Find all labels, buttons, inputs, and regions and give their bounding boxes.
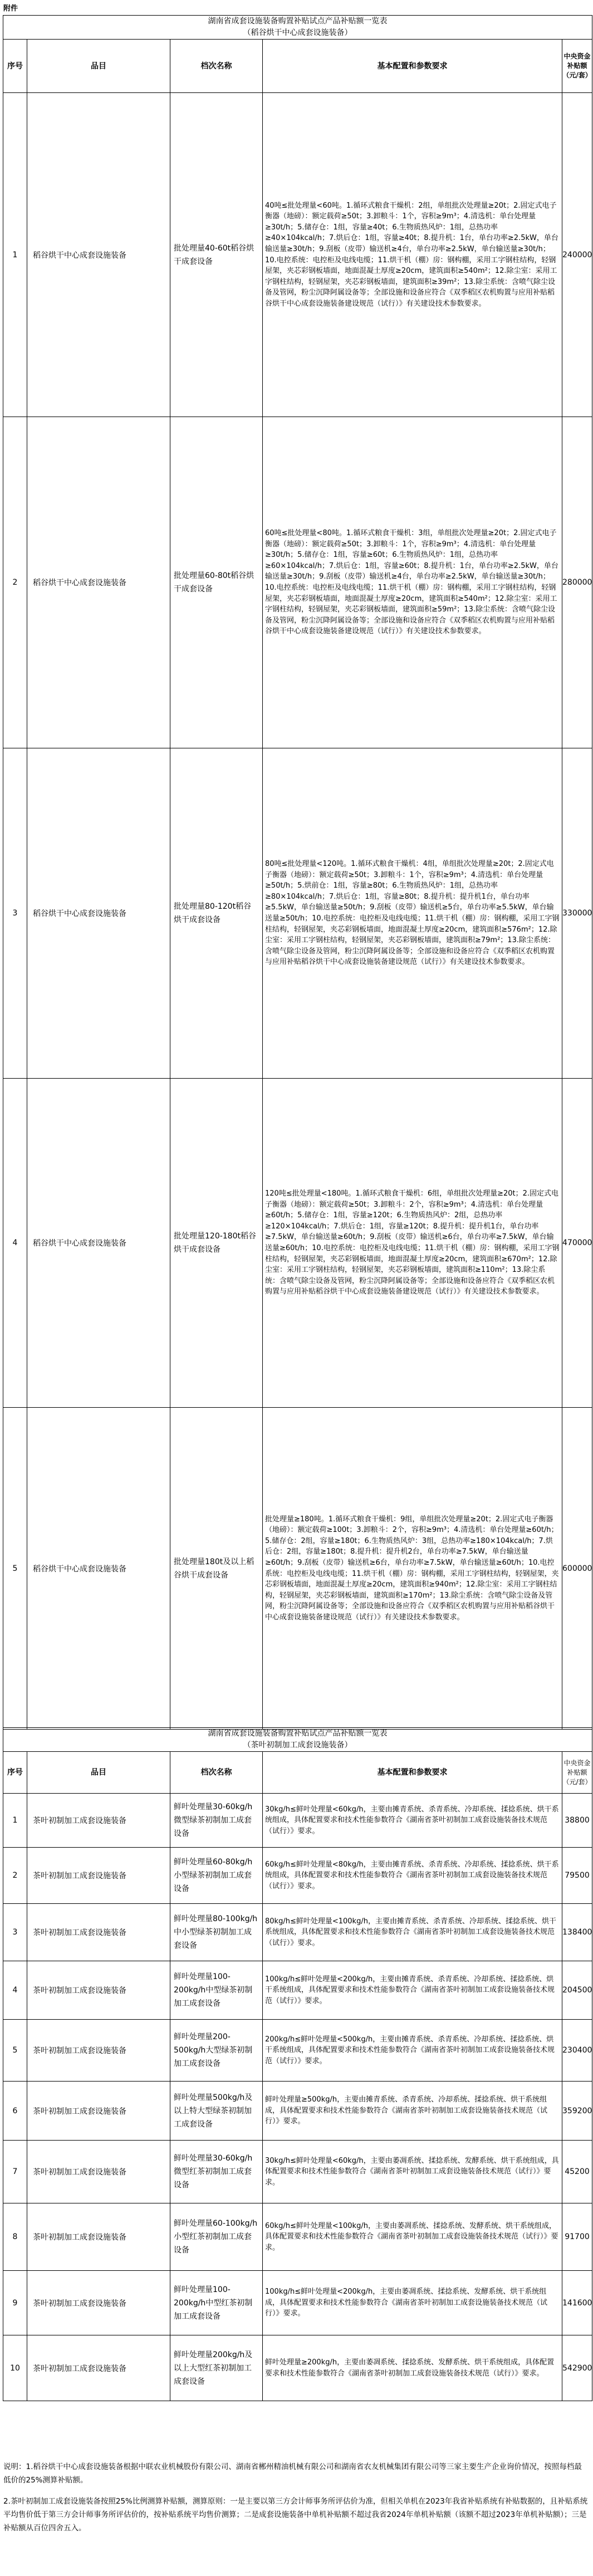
row-seq: 3 [3,1904,27,1961]
row-spec [263,1904,562,1961]
row-category: 茶叶初制加工成套设施装备 [27,2082,170,2141]
table2-title: 湖南省成套设施装备购置补贴试点产品补贴额一览表 [208,1729,388,1738]
row-amount: 204500 [562,1961,592,2020]
row-spec-text: 200kg/h≤鲜叶处理量<500kg/h，主要由摊青系统、杀青系统、冷却系统、揉捻系统、烘干系统组成，具体配置要求和技术性能参数符合《湖南省茶叶初制加工成套设施装备技术规范（试行）》要求。 [265,2035,555,2065]
row-spec-text: 100kg/h≤鲜叶处理量<200kg/h，主要由萎凋系统、揉捻系统、发酵系统、烘干系统组成，具体配置要求和技术性能参数符合《湖南省茶叶初制加工成套设施装备技术规范（试行）》要求。 [265,2288,548,2318]
table1-subtitle: （稻谷烘干中心成套设施装备） [243,28,352,37]
row-category: 茶叶初制加工成套设施装备 [27,1848,170,1904]
row-amount: 91700 [562,2203,592,2271]
row-amount: 141600 [562,2271,592,2335]
row-seq: 2 [3,1848,27,1904]
row-amount: 230400 [562,2020,592,2082]
row-seq: 1 [3,93,27,417]
row-spec-text: 鲜叶处理量≥200kg/h，主要由萎凋系统、揉捻系统、发酵系统、烘干系统组成，具体配置要求和技术性能参数符合《湖南省茶叶初制加工成套设施装备技术规范（试行）》要求。 [265,2358,555,2378]
table-row [3,1408,592,1730]
row-spec-text: 批处理量≥180吨。1.循环式粮食干燥机：9组，单组批次处理量≥20t；2.固定式电子衡器（地磅）：额定载荷≥100t；3.卸粮斗：2个，容积≥9m³；4.清选机：单台处理量≥60t/h；5.储存仓：2组，容量≥180t；6.生物质热风炉：3组，总热功率≥180×104kcal/h；7.烘后仓：2组，容量≥180t；8.提升机：提升机2台，单台功率≥7.5kW，单台输送量≥60t/h；9.刮板（皮带）输送机≥6台，单台功率≥7.5kW，单台输送量≥60t/h；10.电控系统：电控柜及电线电缆；11.烘干机（棚）房：钢构棚，采用工字钢柱结构，轻钢屋架，夹芯彩钢板墙面，地面混凝土厚度≥20cm，建筑面积≥940m²；12.除尘室：采用工字钢柱结构，轻钢屋架，夹芯彩钢板墙面，建筑面积≥170m²；13.除尘系统：含喷气除尘设备及管网，粉尘沉降阿属设备等；全部设施和设备应符合《双季稻区农机购置与应用补贴稻谷烘干中心成套设施装备建设规范（试行）》有关建设技术参数要求。 [265,1515,559,1622]
row-spec-text: 60kg/h≤鲜叶处理量<100kg/h，主要由萎凋系统、揉捻系统、发酵系统、烘干系统组成，具体配置要求和技术性能参数符合《湖南省茶叶初制加工成套设施装备技术规范（试行）》要求。 [265,2221,558,2252]
row-spec-text: 鲜叶处理量≥500kg/h，主要由摊青系统、杀青系统、冷却系统、揉捻系统、烘干系统组成，具体配置要求和技术性能参数符合《湖南省茶叶初制加工成套设施装备技术规范（试行）》要求。 [265,2095,548,2126]
row-category: 茶叶初制加工成套设施装备 [27,2335,170,2401]
row-spec-text: 60kg/h≤鲜叶处理量<80kg/h，主要由摊青系统、杀青系统、冷却系统、揉捻系统、烘干系统组成，具体配置要求和技术性能参数符合《湖南省茶叶初制加工成套设施装备技术规范（试行）》要求。 [265,1860,559,1891]
table-row [3,1079,592,1408]
row-seq: 8 [3,2203,27,2271]
table-row [3,2271,592,2335]
header-grade: 档次名称 [170,40,263,93]
row-spec [263,93,562,417]
row-seq: 10 [3,2335,27,2401]
row-seq: 2 [3,417,27,748]
row-grade: 鲜叶处理量200kg/h及以上大型红茶初制加工成套设备 [170,2335,263,2401]
row-spec-text: 80吨≤批处理量<120吨。1.循环式粮食干燥机：4组，单组批次处理量≥20t；2.固定式电子衡器（地磅）：额定载荷≥50t；3.卸粮斗：1个，容积≥9m³；4.清选机：单台处理量≥50t/h；5.烘前仓：1组，容量≥80t；6.生物质热风炉：1组，总热功率≥80×104kcal/h；7.烘后仓：1组，容量≥80t；8.提升机：提升机1台，单台功率≥5.5kW，单台输送量≥50t/h；9.刮板（皮带）输送机≥5台，单台功率≥5.5kW，单台输送量≥50t/h；10.电控系统：电控柜及电线电缆；11.烘干机（棚）房：钢构棚，采用工字钢柱结构，轻钢屋架，夹芯彩钢板墙面，地面混凝土厚度≥20cm，建筑面积≥576m²；12.除尘室：采用工字钢柱结构，轻钢屋架，夹芯彩钢板墙面，建筑面积≥79m²；13.除尘系统：含喷气除尘设备及管网，粉尘沉降阿属设备等；全部设施和设备应符合《双季稻区农机购置与应用补贴稻谷烘干中心成套设施装备建设规范（试行）》有关建设技术参数要求。 [265,860,560,967]
row-spec [263,1848,562,1904]
row-spec [263,2335,562,2401]
row-amount: 470000 [562,1079,592,1408]
row-seq: 5 [3,2020,27,2082]
row-grade: 鲜叶处理量500kg/h及以上特大型绿茶初制加工成套设备 [170,2082,263,2141]
row-grade: 鲜叶处理量100-200kg/h中型红茶初制加工成套设备 [170,2271,263,2335]
row-spec-text: 120吨≤批处理量<180吨。1.循环式粮食干燥机：6组，单组批次处理量≥20t；2.固定式电子衡器（地磅）：额定载荷≥50t；3.卸粮斗：2个，容积≥9m³；4.清选机：单台处理量≥60t/h；5.储存仓：1组，容量≥120t；6.生物质热风炉：2组，总热功率≥120×104kcal/h；7.烘后仓：1组，容量≥120t；8.提升机：提升机1台，单台功率≥7.5kW，单台输送量≥60t/h；9.刮板（皮带）输送机≥6台，单台功率≥7.5kW，单台输送量≥60t/h；10.电控系统：电控柜及电线电缆；11.烘干机（棚）房：钢构棚，采用工字钢柱结构，轻钢屋架，夹芯彩钢板墙面，地面混凝土厚度≥20cm，建筑面积≥670m²；12.除尘室：采用工字钢柱结构，轻钢屋架，夹芯彩钢板墙面，建筑面积≥110m²；13.除尘系统：含喷气除尘设备及管网，粉尘沉降阿属设备等；全部设施和设备应符合《双季稻区农机购置与应用补贴稻谷烘干中心成套设施装备建设规范（试行）》有关建设技术参数要求。 [265,1189,560,1296]
table-row [3,2082,592,2141]
row-seq: 7 [3,2141,27,2203]
header-seq: 序号 [3,40,27,93]
row-category: 稻谷烘干中心成套设施装备 [27,417,170,748]
row-amount: 542900 [562,2335,592,2401]
row-amount: 79500 [562,1848,592,1904]
header-amount: 中央资金补贴额（元/套） [562,1752,592,1794]
table-row [3,2335,592,2401]
row-category: 稻谷烘干中心成套设施装备 [27,93,170,417]
row-spec [263,1961,562,2020]
row-grade: 鲜叶处理量30-60kg/h微型红茶初制加工成套设备 [170,2141,263,2203]
row-spec-text: 80kg/h≤鲜叶处理量<100kg/h，主要由摊青系统、杀青系统、冷却系统、揉捻系统、烘干系统组成，具体配置要求和技术性能参数符合《湖南省茶叶初制加工成套设施装备技术规范（试行）》要求。 [265,1917,556,1947]
row-category: 茶叶初制加工成套设施装备 [27,2141,170,2203]
table-row [3,2203,592,2271]
row-grade: 鲜叶处理量100-200kg/h中型绿茶初制加工成套设备 [170,1961,263,2020]
header-spec: 基本配置和参数要求 [263,40,562,93]
row-amount: 240000 [562,93,592,417]
row-category: 茶叶初制加工成套设施装备 [27,2020,170,2082]
row-spec [263,748,562,1079]
row-seq: 4 [3,1961,27,2020]
row-seq: 4 [3,1079,27,1408]
row-grade: 鲜叶处理量30-60kg/h微型绿茶初制加工成套设备 [170,1794,263,1848]
notes-section [3,2460,589,2543]
row-category: 茶叶初制加工成套设施装备 [27,1961,170,2020]
row-seq: 3 [3,748,27,1079]
table-row [3,417,592,748]
row-grade: 批处理量120-180t稻谷烘干成套设备 [170,1079,263,1408]
row-category: 茶叶初制加工成套设施装备 [27,2203,170,2271]
annex-label: 附件 [3,4,18,13]
row-amount: 138400 [562,1904,592,1961]
row-category: 茶叶初制加工成套设施装备 [27,2271,170,2335]
row-category: 稻谷烘干中心成套设施装备 [27,1079,170,1408]
row-spec [263,2203,562,2271]
row-spec-text: 30kg/h≤鲜叶处理量<60kg/h，主要由萎凋系统、揉捻系统、发酵系统、烘干系统组成，具体配置要求和技术性能参数符合《湖南省茶叶初制加工成套设施装备技术规范（试行）》要求。 [265,2156,559,2187]
row-category: 稻谷烘干中心成套设施装备 [27,1408,170,1730]
table-row [3,1904,592,1961]
row-spec-text: 60吨≤批处理量<80吨。1.循环式粮食干燥机：3组，单组批次处理量≥20t；2.固定式电子衡器（地磅）：额定载荷≥50t；3.卸粮斗：1个，容积≥9m³；4.清选机：单台处理量≥30t/h；5.储存仓：1组，容量≥60t；6.生物质热风炉：1组，总热功率≥60×104kcal/h；7.烘后仓：1组，容量≥60t；8.提升机：1台，单台功率≥2.5kW，单台输送量≥30t/h；9.刮板（皮带）输送机≥4台，单台功率≥2.5kW，单台输送量≥30t/h；10.电控系统：电控柜及电线电缆；11.烘干机（棚）房：钢构棚，采用工字钢柱结构，轻钢屋架，夹芯彩钢板墙面，地面混凝土厚度≥20cm，建筑面积≥540m²；12.除尘室：采用工字钢柱结构，轻钢屋架，夹芯彩钢板墙面，建筑面积≥59m²；13.除尘系统：含喷气除尘设备及管网，粉尘沉降阿属设备等；全部设施和设备应符合《双季稻区农机购置与应用补贴稻谷烘干中心成套设施装备建设规范（试行）》有关建设技术参数要求。 [265,529,558,636]
row-grade: 批处理量180t及以上稻谷烘干成套设备 [170,1408,263,1730]
table1-title-cell [3,16,592,40]
row-grade: 鲜叶处理量60-80kg/h小型绿茶初制加工成套设备 [170,1848,263,1904]
table-row [3,93,592,417]
table1-title: 湖南省成套设施装备购置补贴试点产品补贴额一览表 [208,17,388,26]
table2-subtitle: （茶叶初制加工成套设施装备） [243,1741,352,1750]
row-spec [263,2082,562,2141]
header-category: 品目 [27,40,170,93]
table-row [3,2141,592,2203]
row-spec [263,2271,562,2335]
row-grade: 鲜叶处理量80-100kg/h中小型绿茶初制加工成套设备 [170,1904,263,1961]
tea-processing-subsidy-table [3,1727,592,2401]
row-grade: 鲜叶处理量200-500kg/h大型绿茶初制加工成套设备 [170,2020,263,2082]
row-amount: 600000 [562,1408,592,1730]
table-row [3,2020,592,2082]
row-spec [263,1794,562,1848]
row-spec [263,2020,562,2082]
row-spec [263,1408,562,1730]
header-category: 品目 [27,1752,170,1794]
row-seq: 1 [3,1794,27,1848]
row-amount: 330000 [562,748,592,1079]
row-grade: 批处理量60-80t稻谷烘干成套设备 [170,417,263,748]
row-amount: 280000 [562,417,592,748]
row-spec-text: 100kg/h≤鲜叶处理量<200kg/h，主要由摊青系统、杀青系统、冷却系统、揉捻系统、烘干系统组成，具体配置要求和技术性能参数符合《湖南省茶叶初制加工成套设施装备技术规范（试行）》要求。 [265,1975,555,2005]
row-spec-text: 30kg/h≤鲜叶处理量<60kg/h，主要由摊青系统、杀青系统、冷却系统、揉捻系统、烘干系统组成，具体配置要求和技术性能参数符合《湖南省茶叶初制加工成套设施装备技术规范（试行）》要求。 [265,1805,559,1835]
row-seq: 5 [3,1408,27,1730]
row-category: 茶叶初制加工成套设施装备 [27,1904,170,1961]
row-category: 茶叶初制加工成套设施装备 [27,1794,170,1848]
row-category: 稻谷烘干中心成套设施装备 [27,748,170,1079]
row-spec-text: 40吨≤批处理量<60吨。1.循环式粮食干燥机：2组，单组批次处理量≥20t；2.固定式电子衡器（地磅）：额定载荷≥50t；3.卸粮斗：1个，容积≥9m³；4.清选机：单台处理量≥30t/h；5.储存仓：1组，容量≥40t；6.生物质热风炉：1组，总热功率≥40×104kcal/h；7.烘后仓：1组，容量≥40t；8.提升机：1台，单台功率≥2.5kW，单台输送量≥30t/h；9.刮板（皮带）输送机≥4台，单台功率≥2.5kW，单台输送量≥30t/h；10.电控系统：电控柜及电线电缆；11.烘干机（棚）房：钢构棚，采用工字钢柱结构，轻钢屋架，夹芯彩钢板墙面，地面混凝土厚度≥20cm，建筑面积≥540m²；12.除尘室：采用工字钢柱结构，轻钢屋架，夹芯彩钢板墙面，建筑面积≥39m²；13.除尘系统：含喷气除尘设备及管网，粉尘沉降阿属设备等；全部设施和设备应符合《双季稻区农机购置与应用补贴稻谷烘干中心成套设施装备建设规范（试行）》有关建设技术参数要求。 [265,201,558,308]
row-amount: 45200 [562,2141,592,2203]
table-row [3,1848,592,1904]
row-seq: 9 [3,2271,27,2335]
header-seq: 序号 [3,1752,27,1794]
table-row [3,748,592,1079]
header-amount: 中央资金补贴额（元/套） [562,40,592,93]
row-spec [263,1079,562,1408]
note-2: 2.茶叶初制加工成套设施装备按照25%比例测算补贴额，测算原则：一是主要以第三方会计师事务所评估价为准，但相关单机在2023年我省补贴系统有补贴数据的，且补贴系统平均售价低于第三方会计师事务所评估价的，按补贴系统平均售价测算；二是成套设施装备中单机补贴额不超过我省2024年单机补贴额（该额不超过2023年单机补贴额）；三是补贴额从百位四舍五入。 [3,2497,588,2533]
row-seq: 6 [3,2082,27,2141]
row-grade: 批处理量40-60t稻谷烘干成套设备 [170,93,263,417]
row-amount: 38800 [562,1794,592,1848]
table-row [3,1794,592,1848]
row-amount: 359200 [562,2082,592,2141]
header-spec: 基本配置和参数要求 [263,1752,562,1794]
table2-title-cell [3,1728,592,1752]
note-1: 说明：1.稻谷烘干中心成套设施装备根据中联农业机械股份有限公司、湖南省郴州精油机械有限公司和湖南省农友机械集团有限公司等三家主要生产企业询价情况，按照每档最低价的25%测算补贴额。 [3,2462,582,2485]
row-spec [263,417,562,748]
header-grade: 档次名称 [170,1752,263,1794]
table-row [3,1961,592,2020]
row-grade: 批处理量80-120t稻谷烘干成套设备 [170,748,263,1079]
row-grade: 鲜叶处理量60-100kg/h小型红茶初制加工成套设备 [170,2203,263,2271]
rice-dryer-subsidy-table [3,15,592,1730]
row-spec [263,2141,562,2203]
